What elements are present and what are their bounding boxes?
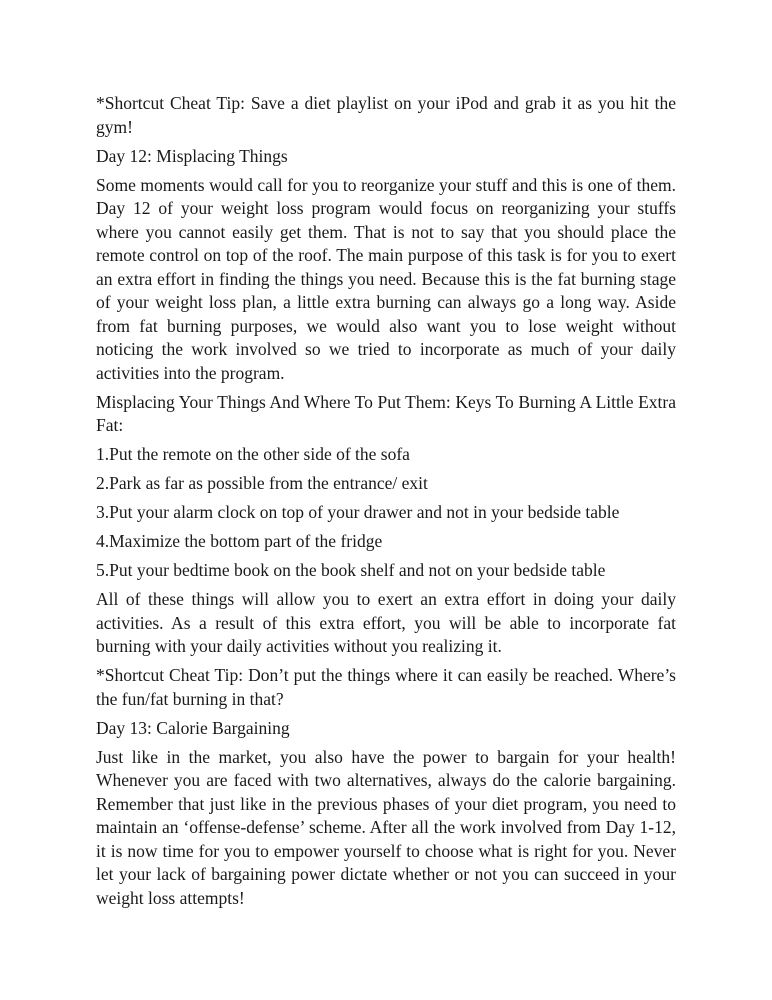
day-13-heading: Day 13: Calorie Bargaining (96, 717, 290, 738)
day-12-heading: Day 12: Misplacing Things (96, 145, 288, 166)
summary-paragraph: All of these things will allow you to exert an extra effort in doing your daily activities. As a result of this extra effort, you will be able to incorporate fat burning with your daily activities without you realizing it. (96, 589, 676, 656)
list-item: 5.Put your bedtime book on the book shelf and not on your bedside table (96, 560, 606, 580)
shortcut-tip-playlist: *Shortcut Cheat Tip: Save a diet playlist on your iPod and grab it as you hit the gym! (96, 93, 676, 137)
list-item: 3.Put your alarm clock on top of your drawer and not in your bedside table (96, 502, 620, 522)
list-item: 1.Put the remote on the other side of the sofa (96, 444, 410, 464)
misplacing-tips-list (96, 443, 676, 583)
list-heading: Misplacing Your Things And Where To Put Them: Keys To Burning A Little Extra Fat: (96, 391, 676, 435)
list-item: 4.Maximize the bottom part of the fridge (96, 531, 383, 551)
day-12-body: Some moments would call for you to reorganize your stuff and this is one of them. Day 12 of your weight loss program would focus on reorganizing your stuffs where you cannot easily get them. That is not to say that you should place the remote control on top of the roof. The main purpose of this task is for you to exert an extra effort in finding the things you need. Because this is the fat burning stage of your weight loss plan, a little extra burning can always go a long way. Aside from fat burning purposes, we would also want you to lose weight without noticing the work involved so we tried to incorporate as much of your daily activities into the program. (96, 174, 676, 383)
day-13-body: Just like in the market, you also have the power to bargain for your health! Whenever you are faced with two alternatives, always do the calorie bargaining. Remember that just like in the previous phases of your diet program, you need to maintain an ‘offense-defense’ scheme. After all the work involved from Day 1-12, it is now time for you to empower yourself to choose what is right for you. Never let your lack of bargaining power dictate whether or not you can succeed in your weight loss attempts! (96, 746, 676, 908)
list-item: 2.Park as far as possible from the entrance/ exit (96, 473, 428, 493)
shortcut-tip-reach: *Shortcut Cheat Tip: Don’t put the things where it can easily be reached. Where’s the fun/fat burning in that? (96, 665, 676, 709)
